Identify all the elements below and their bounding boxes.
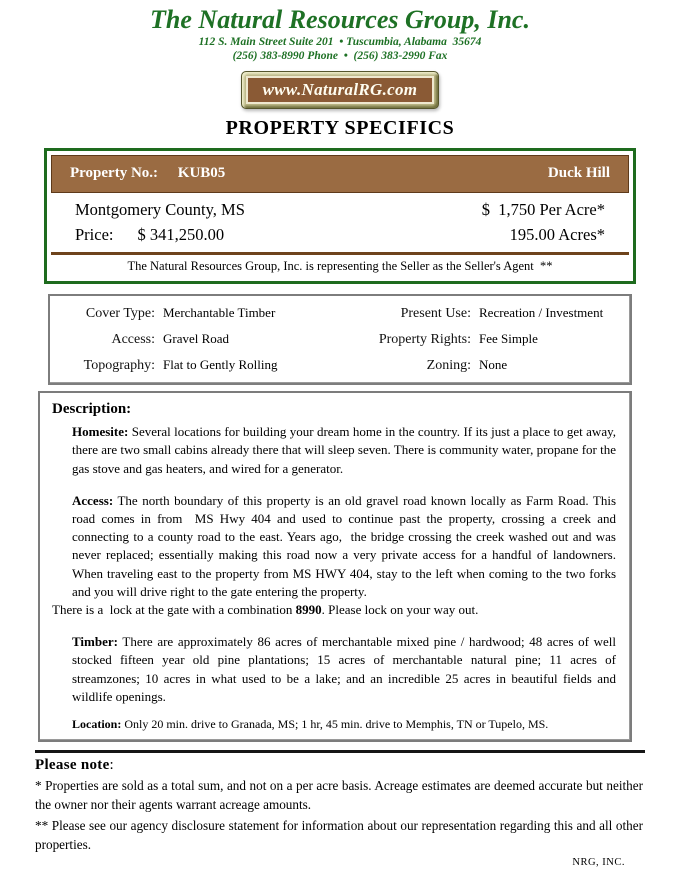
- property-summary-card: [44, 148, 636, 285]
- access-paragraph-label: Access:: [72, 492, 114, 508]
- location-text: Only 20 min. drive to Granada, MS; 1 hr, 45 min. drive to Memphis, TN or Tupelo, MS.: [124, 716, 549, 731]
- agency-disclosure-line: The Natural Resources Group, Inc. is representing the Seller as the Seller's Agent **: [51, 252, 629, 277]
- company-phone-fax: (256) 383-8990 Phone • (256) 383-2990 Fax: [232, 50, 448, 63]
- property-details-grid: [59, 305, 621, 374]
- access-value: Gravel Road: [163, 331, 230, 347]
- access-text: The north boundary of this property is an old gravel road known locally as Farm Road. This road comes in from MS Hwy 404 and used to continue past the property, crossing a creek and connecting to a county road to the east. Years ago, the bridge crossing the creek washed out and was never replaced; essentially making this road now a very private access for a handful of landowners. When traveling east to the property from MS HWY 404, stay to the left when coming to the two forks and you will drive right to the gate entering the property.: [72, 492, 620, 599]
- total-acres: 195.00 Acres*: [509, 224, 605, 244]
- property-price-rows: [51, 193, 629, 250]
- footer-divider: [35, 750, 645, 753]
- footnote-total-sum: * Properties are sold as a total sum, and not on a per acre basis. Acreage estimates are deemed accurate but neither the owner nor their agents warrant acreage amounts.: [35, 778, 643, 813]
- timber-text: There are approximately 86 acres of merchantable mixed pine / hardwood; 48 acres of well stocked fifteen year old pine plantations; 15 acres of merchantable natural pine; 11 acres of streamzones; 10 acres in what used to be a lake; and an incredible 25 acres in beautiful fields and wildlife openings.: [72, 634, 620, 704]
- price-per-acre: $ 1,750 Per Acre*: [481, 199, 605, 219]
- lock-text-before: There is a lock at the gate with a combination: [52, 601, 296, 617]
- property-rights-value: Fee Simple: [479, 331, 538, 347]
- present-use-label: Present Use:: [400, 306, 471, 322]
- property-name: Duck Hill: [547, 165, 610, 182]
- property-header-bar: [51, 155, 629, 193]
- please-note-colon: :: [109, 757, 114, 774]
- price-group: [75, 223, 224, 248]
- topography-label: Topography:: [83, 358, 155, 374]
- website-url-label: www.NaturalRG.com: [262, 79, 418, 99]
- website-button-row: [0, 71, 680, 109]
- timber-paragraph: [72, 633, 620, 706]
- lock-text-after: . Please lock on your way out.: [321, 601, 479, 617]
- county-state: Montgomery County, MS: [75, 199, 245, 219]
- gate-lock-line: [52, 601, 616, 619]
- zoning-label: Zoning:: [426, 358, 471, 374]
- please-note-heading: [35, 757, 680, 774]
- timber-label: Timber:: [72, 634, 118, 650]
- company-name: The Natural Resources Group, Inc.: [150, 5, 530, 34]
- please-note-bold: Please note: [35, 757, 110, 774]
- footnote-agency-disclosure: ** Please see our agency disclosure statement for information about our representation regarding this and all other properties.: [35, 818, 643, 853]
- price-row: [75, 223, 605, 248]
- cover-type-label: Cover Type:: [85, 306, 155, 322]
- access-label: Access:: [111, 332, 155, 348]
- description-box: [38, 391, 632, 742]
- property-details-box: [48, 294, 632, 385]
- description-heading: Description:: [52, 401, 132, 418]
- website-button-face: [246, 76, 435, 104]
- county-row: [75, 198, 605, 223]
- price-value: $ 341,250.00: [137, 224, 225, 244]
- page-title: PROPERTY SPECIFICS: [225, 116, 455, 139]
- price-label: Price:: [75, 224, 114, 244]
- homesite-paragraph: [72, 423, 620, 478]
- nrg-signature: NRG, INC.: [572, 857, 625, 869]
- property-no-value: KUB05: [177, 165, 226, 182]
- homesite-text: Several locations for building your dream home in the country. If its just a place to get away, there are two small cabins already there that will sleep seven. There is community water, propane for the gas stove and gas heaters, and wired for a generator.: [72, 424, 620, 476]
- location-label: Location:: [72, 716, 122, 731]
- property-rights-label: Property Rights:: [378, 332, 471, 348]
- website-button[interactable]: [241, 71, 440, 109]
- lock-combination: 8990: [295, 601, 322, 617]
- zoning-value: None: [479, 357, 508, 373]
- access-paragraph: [72, 492, 620, 601]
- property-number-group: [70, 165, 225, 182]
- homesite-label: Homesite:: [72, 424, 129, 440]
- present-use-value: Recreation / Investment: [479, 305, 604, 321]
- company-address: 112 S. Main Street Suite 201 • Tuscumbia, Alabama 35674: [198, 36, 482, 48]
- cover-type-value: Merchantable Timber: [163, 305, 276, 321]
- topography-value: Flat to Gently Rolling: [163, 357, 278, 373]
- property-no-label: Property No.:: [70, 165, 159, 182]
- location-line: [72, 716, 616, 732]
